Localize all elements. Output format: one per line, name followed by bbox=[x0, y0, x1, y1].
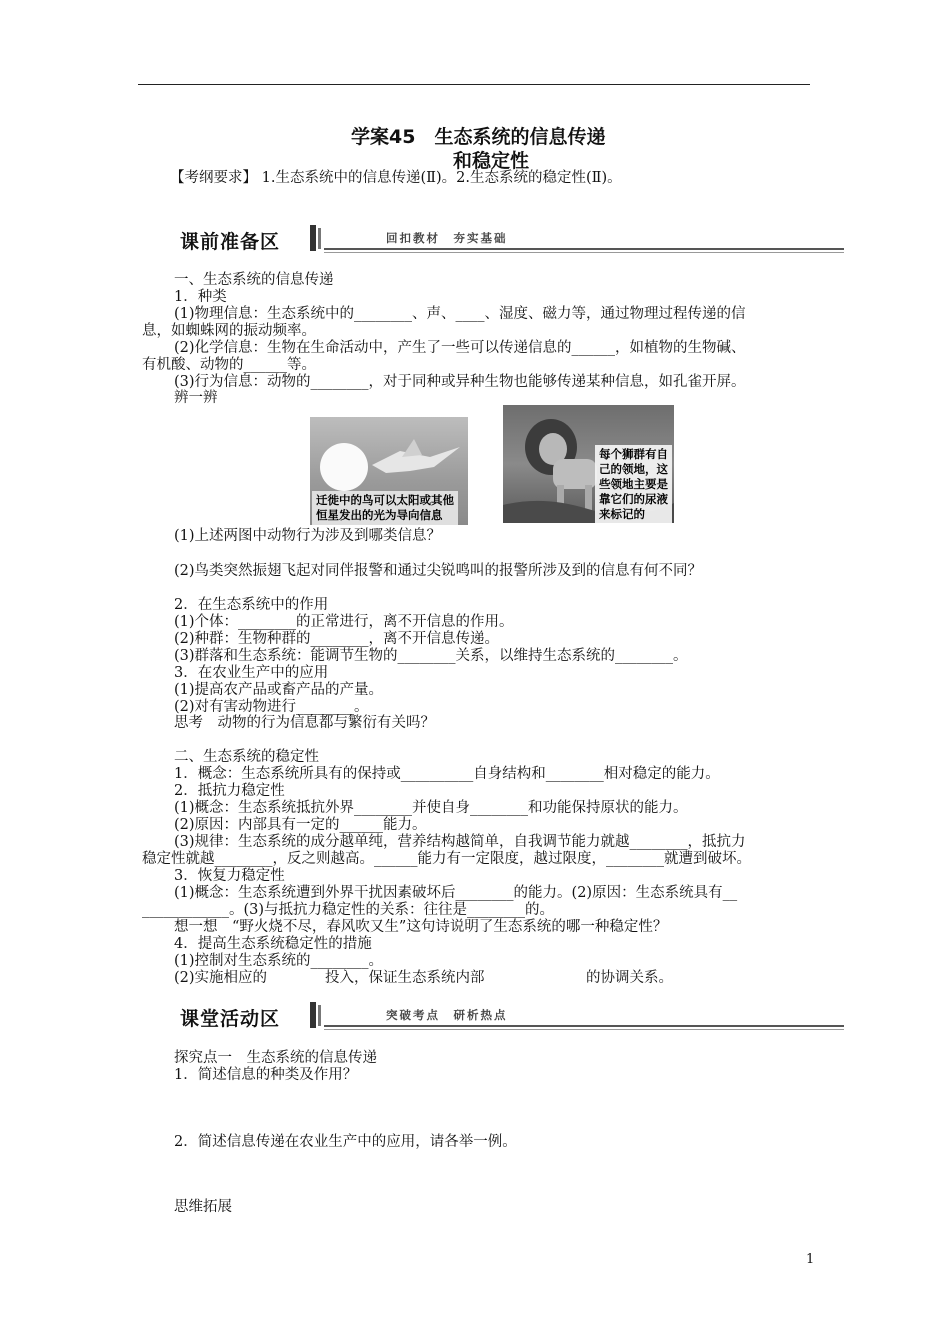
section-heading: 一、生态系统的信息传递 bbox=[174, 272, 334, 288]
question-1: (1)上述两图中动物行为涉及到哪类信息？ bbox=[174, 528, 442, 544]
text-line: (1)概念：生态系统抵抗外界________并使自身________和功能保持原状的能力。 bbox=[174, 800, 688, 816]
text-line: (1)物理信息：生态系统中的________、声、____、湿度、磁力等，通过物理过程传递的信 bbox=[174, 306, 746, 322]
text-line: (1)个体：________的正常进行，离不开信息的作用。 bbox=[174, 614, 514, 630]
page-title: 学案45 生态系统的信息传递 bbox=[351, 126, 606, 148]
text-line: (3)行为信息：动物的________，对于同种或异种生物也能够传递某种信息，如孔雀开屏。 bbox=[174, 374, 746, 390]
banner-title: 课堂活动区 bbox=[180, 1008, 281, 1030]
section-banner-preclass bbox=[176, 225, 844, 255]
text-line: 稳定性就越________，反之则越高。______能力有一定限度，越过限度，________就遭到破坏。 bbox=[142, 851, 751, 867]
page-title-line2: 和稳定性 bbox=[453, 150, 530, 172]
text-line: 息，如蜘蛛网的振动频率。 bbox=[142, 323, 316, 339]
text-line: 想一想 “野火烧不尽，春风吹又生”这句诗说明了生态系统的哪一种稳定性？ bbox=[174, 919, 668, 935]
banner-title: 课前准备区 bbox=[180, 231, 281, 253]
bird-caption: 迁徙中的鸟可以太阳或其他 恒星发出的光为导向信息 bbox=[312, 491, 458, 525]
lion-caption: 每个狮群有自 己的领地，这 些领地主要是 靠它们的尿液 来标记的 bbox=[595, 445, 672, 523]
section-heading: 二、生态系统的稳定性 bbox=[174, 749, 319, 765]
top-rule bbox=[138, 84, 810, 85]
text-line: (2)对有害动物进行________。 bbox=[174, 699, 369, 715]
thinking-heading: 思维拓展 bbox=[174, 1199, 232, 1215]
text-line: 3．在农业生产中的应用 bbox=[174, 665, 329, 681]
text-line: (1)控制对生态系统的________。 bbox=[174, 953, 384, 969]
text-line: 1．概念：生态系统所具有的保持或__________自身结构和________相对稳定的能力。 bbox=[174, 766, 720, 782]
text-line: 思考 动物的行为信息都与繁衍有关吗？ bbox=[174, 715, 435, 731]
text-line: 3．恢复力稳定性 bbox=[174, 868, 285, 884]
banner-subtitle: 回扣教材 夯实基础 bbox=[386, 231, 508, 245]
question-2: (2)鸟类突然振翅飞起对同伴报警和通过尖锐鸣叫的报警所涉及到的信息有何不同？ bbox=[174, 563, 703, 579]
banner-subtitle: 突破考点 研析热点 bbox=[386, 1008, 508, 1022]
text-line: (2)化学信息：生物在生命活动中，产生了一些可以传递信息的______，如植物的生物碱、 bbox=[174, 340, 746, 356]
text-line: (2)原因：内部具有一定的______能力。 bbox=[174, 817, 427, 833]
text-line: 1．简述信息的种类及作用？ bbox=[174, 1067, 358, 1083]
text-line: (3)群落和生态系统：能调节生物的________关系，以维持生态系统的________。 bbox=[174, 648, 688, 664]
text-line: 4．提高生态系统稳定性的措施 bbox=[174, 936, 372, 952]
text-line: 2．抵抗力稳定性 bbox=[174, 783, 285, 799]
question-agriculture: 2．简述信息传递在农业生产中的应用，请各举一例。 bbox=[174, 1134, 517, 1150]
bird-migration-photo bbox=[310, 417, 468, 525]
text-line: (1)概念：生态系统遭到外界干扰因素破坏后________的能力。(2)原因：生态系统具有__ bbox=[174, 885, 738, 901]
text-line: (2)种群：生物种群的________，离不开信息传递。 bbox=[174, 631, 500, 647]
text-line: ____________。(3)与抵抗力稳定性的关系：往往是________的。 bbox=[142, 902, 555, 918]
page-number: 1 bbox=[806, 1252, 815, 1267]
text-line: 1．种类 bbox=[174, 289, 227, 305]
text-line: (2)实施相应的 投入，保证生态系统内部 的协调关系。 bbox=[174, 970, 674, 986]
text-line: 有机酸、动物的______等。 bbox=[142, 357, 316, 373]
text-line: 2．在生态系统中的作用 bbox=[174, 597, 329, 613]
exam-requirement: 【考纲要求】 1.生态系统中的信息传递(Ⅱ)。2.生态系统的稳定性(Ⅱ)。 bbox=[170, 170, 622, 186]
text-line: (3)规律：生态系统的成分越单纯，营养结构越简单，自我调节能力就越________，抵抗力 bbox=[174, 834, 746, 850]
text-line: 探究点一 生态系统的信息传递 bbox=[174, 1050, 377, 1066]
text-line: (1)提高农产品或畜产品的产量。 bbox=[174, 682, 384, 698]
lion-photo bbox=[503, 405, 674, 523]
text-line: 辨一辨 bbox=[174, 390, 218, 406]
section-banner-inclass bbox=[176, 1002, 844, 1032]
